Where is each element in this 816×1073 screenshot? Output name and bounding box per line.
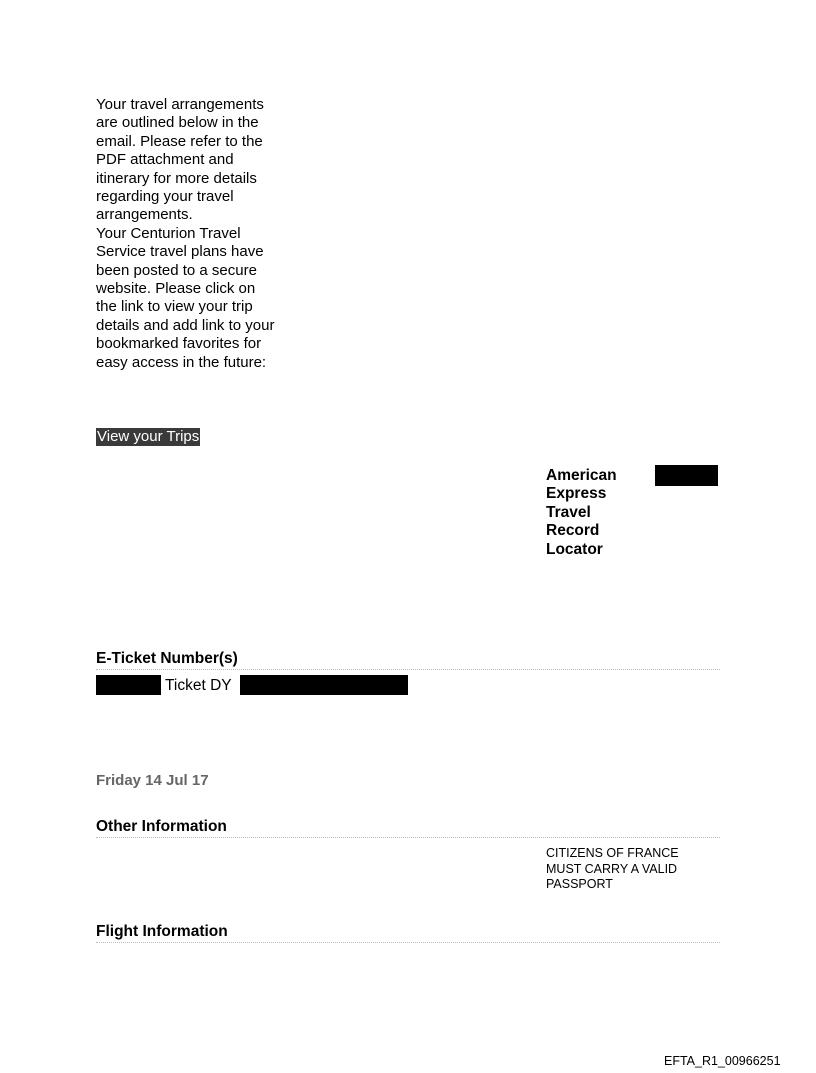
record-locator-label (546, 467, 626, 559)
ticket-number-redaction (240, 675, 408, 695)
intro-message (96, 96, 276, 372)
record-locator-redaction (655, 465, 718, 486)
eticket-heading: E-Ticket Number(s) (96, 650, 720, 670)
document-id: EFTA_R1_00966251 (664, 1054, 781, 1068)
other-info-text: CITIZENS OF FRANCE MUST CARRY A VALID PASSPORT (546, 846, 679, 891)
intro-paragraph-1: Your travel arrangements are outlined below in the email. Please refer to the PDF attachment and itinerary for more details regarding your travel arrangements. (96, 96, 264, 224)
ticket-label: Ticket DY (165, 677, 232, 694)
view-trips-link[interactable]: View your Trips (97, 428, 200, 445)
other-info-heading: Other Information (96, 818, 720, 838)
intro-paragraph-2: Your Centurion Travel Service travel plans have been posted to a secure website. Please click on the link to view your trip details and add link to your bookmarked favorites for easy access in the future: (96, 224, 275, 371)
record-locator-label-text: American Express Travel Record Locator (546, 467, 617, 558)
travel-date: Friday 14 Jul 17 (96, 772, 209, 789)
passenger-name-redaction (96, 675, 161, 695)
flight-info-heading: Flight Information (96, 923, 720, 943)
